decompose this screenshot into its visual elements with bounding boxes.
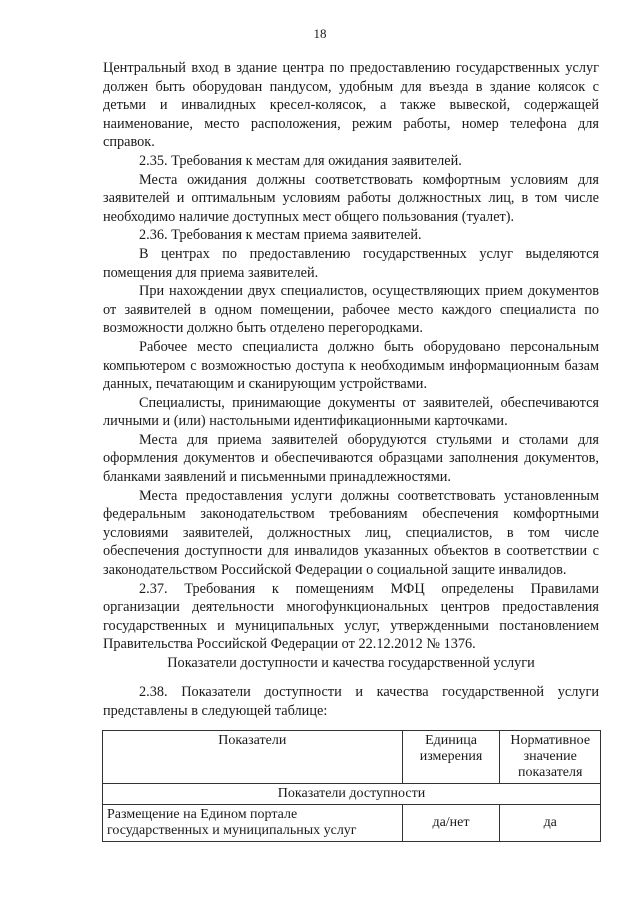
paragraph-2-38-intro: 2.38. Показатели доступности и качества государственной услуги представлены в следующей таблице: bbox=[103, 684, 599, 719]
cell-norm: да bbox=[500, 805, 601, 842]
header-unit: Единица измерения bbox=[402, 731, 500, 784]
header-norm: Нормативное значение показателя bbox=[500, 731, 601, 784]
paragraph-2-36-heading: 2.36. Требования к местам приема заявителей. bbox=[139, 227, 422, 244]
paragraph-two-specialists: При нахождении двух специалистов, осуществляющих прием документов от заявителей в одном помещении, рабочее место каждого специалиста по возможности должно быть отделено перегородками. bbox=[103, 283, 599, 337]
paragraph-furniture: Места для приема заявителей оборудуются стульями и столами для оформления документов и обеспечиваются образцами заполнения документов, бланками заявлений и письменными принадлежностями. bbox=[103, 431, 599, 486]
table-group-row bbox=[103, 784, 601, 805]
paragraph-accessibility: Места предоставления услуги должны соответствовать установленным федеральным законодательством требованиям обеспечения комфортными условиями заявителей, должностных лиц, специалистов, в том числе обеспечения доступности для инвалидов указанных объектов в соответствии с законодательством Российской Федерации о социальной защите инвалидов. bbox=[103, 487, 599, 579]
paragraph-workplace-computer: Рабочее место специалиста должно быть оборудовано персональным компьютером с возможностью доступа к необходимым информационным базам данных, печатающим и сканирующим устройствами. bbox=[103, 338, 599, 393]
indicators-table bbox=[102, 730, 601, 842]
paragraph-2-37-mfc: 2.37. Требования к помещениям МФЦ определены Правилами организации деятельности многофункциональных центров предоставления государственных и муниципальных услуг, утвержденными постановлением Правительства Российской Федерации от 22.12.2012 № 1376. bbox=[103, 580, 599, 653]
group-accessibility: Показатели доступности bbox=[103, 784, 601, 805]
cell-unit: да/нет bbox=[402, 805, 500, 842]
table-row bbox=[103, 805, 601, 842]
cell-indicator: Размещение на Едином портале государственных и муниципальных услуг bbox=[103, 805, 403, 842]
paragraph-2-35-heading: 2.35. Требования к местам для ожидания заявителей. bbox=[139, 152, 462, 169]
page-number: 18 bbox=[313, 26, 327, 41]
table-header-row bbox=[103, 731, 601, 784]
paragraph-id-cards: Специалисты, принимающие документы от заявителей, обеспечиваются личными и (или) настольными идентификационными карточками. bbox=[103, 394, 599, 430]
paragraph-waiting-places: Места ожидания должны соответствовать комфортным условиям для заявителей и оптимальным условиям работы должностных лиц, в том числе необходимо наличие доступных мест общего пользования (туалет). bbox=[103, 171, 599, 225]
body-text bbox=[103, 59, 599, 654]
paragraph-reception-rooms: В центрах по предоставлению государственных услуг выделяются помещения для приема заявителей. bbox=[103, 245, 599, 281]
section-heading: Показатели доступности и качества государственной услуги bbox=[167, 655, 535, 671]
header-indicator: Показатели bbox=[103, 731, 403, 784]
paragraph-entrance: Центральный вход в здание центра по предоставлению государственных услуг должен быть оборудован пандусом, удобным для въезда в здание колясок с детьми и инвалидных кресел-колясок, а также вывеской, содержащей наименование, место расположения, режим работы, номер телефона для справок. bbox=[103, 60, 599, 151]
